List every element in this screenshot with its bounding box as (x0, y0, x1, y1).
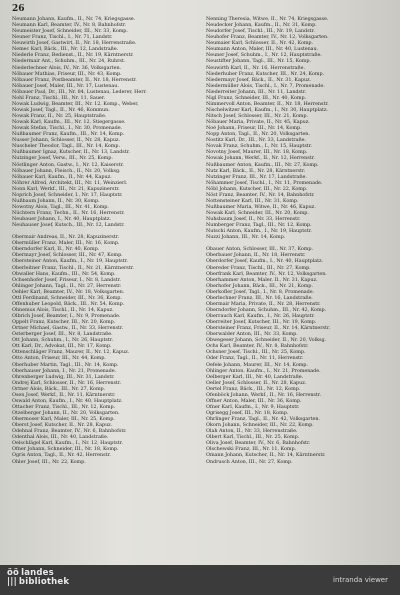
directory-entry: Oberrauch Karl, Kaufm., I., Nr. 26, Hauptstr. (206, 313, 315, 319)
page-number: 26 (12, 4, 25, 14)
directory-entry: Nischelwitzer Karl, Kaufm., I., Nr. 30, Hauptplatz. (206, 106, 328, 113)
directory-entry: Oberhauser Johann, I., Nr. 21, Promenade. (12, 367, 117, 374)
directory-entry: Ondrusch Anton, III., Nr. 27, Komp. (206, 458, 293, 465)
directory-entry: Niederlechner Alois, IV., Nr. 36, Volksgarten. (12, 64, 122, 71)
directory-entry: Nowotny Alois, Tagl., III., Nr. 41, Komp. (12, 203, 109, 210)
directory-entry: Obauer Anton, Schlosser, III., Nr. 37, Komp. (206, 246, 313, 253)
directory-entry: Nußbaumer Maria, Witwe, II., Nr. 46, Kapuz. (206, 203, 316, 210)
library-logo[interactable] (7, 569, 69, 587)
directory-entry: Nenning Theresia, Witwe, II., Nr. 74, Kriegsgasse. (206, 16, 329, 22)
directory-entry: Nüchtern Franz, Techn., II., Nr. 16, Herrenstr. (12, 210, 125, 216)
directory-entry: Nutzinger Franz, III., Nr. 17, Landstraße. (206, 173, 307, 180)
logo-mark-bars: ||| (7, 577, 17, 587)
directory-entry: Oberfrank Karl, Beamter, IV., Nr. 12, Volksgarten. (206, 270, 327, 277)
directory-entry: Oberndorfer Johann, Schuhm., III., Nr. 42, Komp. (206, 306, 327, 313)
directory-entry: Oberhuber Martin, Tagl., III., Nr. 14, Komp. (12, 361, 119, 368)
directory-entry: Offner Anton, Maler, III., Nr. 36, Komp. (206, 397, 302, 404)
directory-entry: Olbrich Josef, Beamter, I., Nr. 9, Promenade. (12, 313, 121, 319)
directory-entry: Neubauer Johann, I., Nr. 40, Hauptplatz. (12, 216, 111, 223)
directory-entry: Odehnal Franz, Beamter, IV., Nr. 6, Bahnhofstr. (12, 428, 127, 435)
directory-entry: Ofner Karl, Kaufm., I., Nr. 9, Hauptstr. (206, 403, 300, 410)
directory-entry: Osterberger Josef, III., Nr. 8, Landstraße. (12, 331, 113, 338)
directory-entry: Nußbaumer Anton, Kaufm., III., Nr. 27, Komp. (206, 161, 319, 168)
directory-entry: Nöbauer Josef, Maler, III., Nr. 17, Lustenau. (12, 82, 119, 89)
directory-entry: Oswald Anton, Kaufm., I., Nr. 40, Hauptplatz. (12, 397, 123, 404)
directory-entry: Nowak Karl, Schneider, III., Nr. 20, Komp. (206, 210, 309, 216)
directory-entry: Obwaller Hans, Kaufm., III., Nr. 54, Komp. (12, 270, 116, 277)
directory-entry: Ott Karl, Dr., Advokat, III., Nr. 17, Komp. (12, 343, 112, 350)
directory-entry: Neumann Anton, Maler, III., Nr. 40, Lustenau. (206, 46, 319, 53)
directory-entry: Nöbauer Franz, Postbeamter, II., Nr. 18, Herrenstr. (12, 76, 137, 83)
directory-entry: Niedermair Ant., Schuhm., III., Nr. 24, Ruhrst. (12, 58, 126, 65)
directory-entry: Neuner Josef, Schuhm., I., Nr. 12, Hauptstraße. (206, 52, 322, 59)
directory-entry: Neuwirth Josef, Gastwirt, II., Nr. 18, Herrenstraße. (12, 40, 137, 47)
directory-entry: Nöbauer Karl, Kaufm., II., Nr. 44, Kapuz. (12, 173, 112, 180)
logo-mark: öö (7, 568, 20, 578)
directory-entry: Oberleitner Franz, Tischl., II., Nr. 21, Kärntnerstr. (12, 264, 134, 271)
directory-entry: Osen Josef, Werkf., II., Nr. 11, Kärntnerstr. (12, 391, 116, 398)
directory-entry: Obermüller Franz, Maler, III., Nr. 16, Komp. (12, 240, 120, 247)
directory-entry: Ofenböck Johann, Werkf., II., Nr. 16, Herrenstr. (206, 391, 322, 398)
directory-entry: Ohler Josef, III., Nr. 22, Komp. (12, 458, 86, 465)
directory-entry: Nutzinger Josef, Verw., III., Nr. 25, Komp. (12, 155, 113, 162)
directory-entry: Ochsenhofer Josef, Friseur, I., Nr. 8, Landstr. (12, 276, 121, 283)
directory-entry: Niederreiter Johann, III., Nr. 11, Landstr. (206, 88, 307, 95)
directory-entry: Oberst Josef, Kutscher, II., Nr. 28, Kapuz. (12, 422, 113, 429)
directory-entry: Nemec Karl, Bäck., III., Nr. 12, Landstraße. (12, 46, 119, 53)
directory-entry: Ogrisegg Josef, III., Nr. 18, Komp. (206, 410, 289, 416)
directory-entry: Obermair Andreas, II., Nr. 28, Kapuzinerstr. (12, 234, 120, 241)
directory-entry: Oberndorfer Karl, II., Nr. 40, Komp. (12, 246, 100, 253)
directory-entry: Ochs Karl, Beamter, IV., Nr. 8, Bahnhofstr. (206, 343, 309, 350)
directory-entry: Oelschlägel Karl, Kaufm., I., Nr. 12, Hauptstr. (12, 440, 123, 447)
directory-entry: Niederle Franz, Bedienst., II., Nr. 19, Kärntnerstr. (12, 52, 134, 59)
directory-entry: Nöhammer Josef, Tischl., I., Nr. 11, Promenade. (206, 179, 323, 186)
directory-entry: Neumann Johann, Kaufm., II., Nr. 74, Kriegsgasse. (12, 16, 136, 22)
directory-entry: Odenthal Alois, III., Nr. 40, Landstraße. (12, 434, 109, 441)
directory-entry: Noé Johann, Friseur, III., Nr. 14, Komp. (206, 125, 302, 132)
directory-entry: Oberreiter Josef, Kutscher, III., Nr. 19, Komp. (206, 319, 317, 326)
left-column (12, 16, 198, 465)
directory-entry: Nußbaum Johann, II., Nr. 30, Komp. (12, 197, 100, 204)
directory-entry: Nimmervoll Anton, Beamter, II., Nr. 18, Herrenstr. (206, 100, 329, 107)
directory-entry: Ott Johann, Schuhm., I., Nr. 26, Hauptstr. (12, 337, 113, 344)
directory-entry: Ondrej Karl, Schlosser, II., Nr. 16, Herrenstr. (12, 379, 122, 386)
directory-entry: Nigl Franz, Schneider, III., Nr. 40, Komp. (206, 94, 307, 101)
directory-entry: Neuner Franz, Tischl., I., Nr. 71, Landstr. (12, 34, 113, 41)
directory-entry: Oefele Johann, Maurer, III., Nr. 14, Komp. (206, 361, 308, 368)
directory-entry: Nöbl Johann, Kutscher, III., Nr. 22, Komp. (206, 185, 308, 192)
directory-entry: Numberger Franz, Tagl., III., Nr. 12, Komp. (206, 222, 312, 229)
directory-entry: Oberhammer Anton, Maler, II., Nr. 31, Kapuz. (206, 276, 318, 283)
directory-entry: Ottenschläger Franz, Maurer, II., Nr. 12, Kapuz. (12, 349, 130, 356)
viewer-label[interactable]: intranda viewer (333, 576, 388, 584)
directory-entry: Ottacher Franz, Tischl., III., Nr. 12, Komp. (12, 403, 116, 410)
directory-entry: Neumeister Josef, Schneider, III., Nr. 33, Komp. (12, 28, 128, 35)
directory-entry: Neudorfer Josef, Tischl., III., Nr. 19, Landstr. (206, 28, 315, 35)
directory-entry: Ohrlinger Franz, Tagl., II., Nr. 42, Volksgarten. (206, 416, 320, 423)
directory-entry: Öhlinger Anton, Kaufm., I., Nr. 21, Promenade. (206, 367, 321, 374)
directory-entry: Nowak Johann, Werkf., II., Nr. 12, Herrenstr. (206, 155, 315, 162)
directory-entry: Oberlechner Franz, III., Nr. 16, Landstraße. (206, 294, 313, 301)
directory-entry: Nostitz Karl, Dr., III., Nr. 33, Landstraße. (206, 137, 306, 144)
directory-entry: Neumaier Karl, Schlosser, II., Nr. 42, Komp. (206, 40, 314, 47)
directory-entry: Nöbauer Mathias, Friseur, III., Nr. 43, Komp. (12, 70, 122, 77)
directory-entry: Obwegeser Johann, Schneider, II., Nr. 20, Volksg. (206, 337, 327, 344)
directory-entry: Omann Johann, Kutscher, II., Nr. 14, Kärntnerstr. (206, 452, 326, 459)
right-column (206, 16, 392, 465)
logo-text-line2: bibliothek (18, 577, 70, 587)
directory-entry: Novotny Josef, Maurer, III., Nr. 18, Komp. (206, 149, 308, 156)
directory-entry: Oehler Karl, Beamter, IV., Nr. 18, Volksgarten. (12, 288, 125, 295)
directory-entry: Nußbaumer Franz, Kaufm., III., Nr. 14, Komp. (12, 131, 125, 138)
directory-entry: Ortner Michael, Gastw., II., Nr. 33, Herrenstr. (12, 325, 124, 332)
directory-entry: Nuzzi Johann, III., Nr. 14, Komp. (206, 234, 286, 241)
directory-entry: Olbert Karl, Tischl., III., Nr. 25, Komp. (206, 434, 300, 441)
directory-entry: Olah Anton, II., Nr. 33, Herrenstraße. (206, 428, 298, 435)
directory-entry: Ohrenberger Ludwig, III., Nr. 31, Landstr. (12, 373, 115, 380)
directory-entry: Obersteiner Franz, Friseur, II., Nr. 14, Kärntnerstr. (206, 325, 331, 332)
directory-entry: Ortner Alois, Bäck., III., Nr. 27, Komp. (12, 385, 106, 392)
directory-entry: Nöbauer Maria, Private, II., Nr. 45, Kapuz. (206, 119, 310, 126)
directory-entry: Ofner Johann, Schneider, III., Nr. 18, Komp. (12, 446, 119, 453)
directory-entry: Nowak Stefan, Tischl., I., Nr. 30, Promenade. (12, 125, 123, 132)
directory-entry: Neuwirth Karl, II., Nr. 16, Herrenstraße. (206, 64, 305, 71)
directory-entry: Neustifter Johann, Tagl., III., Nr. 15, Komp. (206, 58, 311, 65)
directory-entry: Niedermüller Alois, Tischl., I., Nr. 7, Promenade. (206, 82, 325, 89)
directory-entry: Nopp Anton, Tagl., II., Nr. 20, Volksgarten. (206, 131, 310, 138)
directory-entry: Nuhsbaum Josef, II., Nr. 33, Herrenstr. (206, 216, 301, 223)
directory-entry: Nöst Franz, Beamter, IV., Nr. 14, Bahnhofstr. (206, 191, 315, 198)
directory-entry: Öder Franz, Tagl., II., Nr. 11, Herrenstr. (206, 355, 304, 362)
directory-entry: Niederhuber Franz, Kutscher, III., Nr. 24, Komp. (206, 70, 325, 77)
directory-entry: Otzelberger Johann, II., Nr. 20, Volksgarten. (12, 410, 120, 416)
directory-entry: Oeller Josef, Schlosser, II., Nr. 28, Kapuz. (206, 379, 307, 386)
directory-entry: Nowak Josef, Tagl., II., Nr. 46, Kommun. (12, 106, 110, 113)
directory-entry: Neumann Karl, Beamter, IV., Nr. 8, Bahnhofstr. (12, 22, 127, 29)
directory-entry: Oberhofer Johann, Bäck., III., Nr. 21, Komp. (206, 282, 313, 289)
directory-entry: Oberwalder Anton, III., Nr. 33, Komp. (206, 331, 298, 338)
directory-entry: Ochsner Josef, Tischl., III., Nr. 25, Komp. (206, 349, 306, 356)
directory-entry: Ogris Anton, Tagl., II., Nr. 42, Herrenstr. (12, 452, 111, 459)
viewer-footer (0, 565, 400, 595)
directory-entry: Nusser Johann, Schlosser, II., Nr. 28, Kapuz. (12, 137, 120, 144)
directory-entry: Nohl Franz, Tischl., III., Nr. 11, Sauer. (12, 94, 106, 101)
directory-entry: Nöstlinger Anton, Gastw., I., Nr. 12, Kaiserstr. (12, 161, 124, 168)
logo-text-line1: landes (21, 568, 54, 578)
directory-entry: Nowak Franz, II., Nr. 25, Hauptstraße. (12, 113, 107, 119)
directory-entry: Neuhauser Josef, Kutsch., III., Nr. 12, Landstr. (12, 222, 125, 229)
directory-entry: Okorn Johann, Schneider, III., Nr. 22, Komp. (206, 422, 314, 429)
directory-entry: Oliva Josef, Beamter, IV., Nr. 6, Bahnhofstr. (206, 440, 311, 447)
directory-entry: Obermayr Josef, Schlosser, III., Nr. 47, Komp. (12, 252, 123, 259)
directory-entry: Öttl Ferdinand, Schneider, III., Nr. 36, Komp. (12, 294, 122, 301)
directory-entry: Obermoser Karl, Maler, III., Nr. 25, Komp. (12, 416, 115, 423)
directory-entry: Obermair Maria, Private, II., Nr. 28, Herrenstr. (206, 300, 321, 307)
directory-entry: Niedermayr Josef, Bäck., II., Nr. 31, Kapuz. (206, 76, 312, 83)
directory-entry: Nuscheler Theodor, Tagl., III., Nr. 14, Komp. (12, 143, 120, 150)
directory-entry: Nowak Ludwig, Beamter, III., Nr. 12, Komp., Weber, (12, 100, 139, 107)
directory-entry: Öhlinger Johann, Tagl., II., Nr. 27, Herrenstr. (12, 282, 122, 289)
directory-entry: Oberdorfer Josef, Kaufm., I., Nr. 40, Hauptplatz. (206, 258, 324, 265)
directory-entry: Nowak Karl, Kaufm., III., Nr. 12, Stiegergasse. (12, 119, 126, 126)
directory-entry: Nitsch Josef, Schlosser, III., Nr. 21, Komp. (206, 113, 308, 119)
directory-entry: Nonn Karl, Werkf., III., Nr. 21, Kapuzinerstr. (12, 185, 120, 192)
directory-entry: Novak Franz, Schuhm., I., Nr. 15, Hauptstr. (206, 143, 312, 150)
directory-entry: Neudecker Johann, Kaufm., II., Nr. 31, Komp. (206, 22, 317, 29)
directory-entry: Nutschi Anton, Kaufm., I., Nr. 19, Hauptstr. (206, 228, 312, 235)
directory-entry: Nutz Karl, Bäck., II., Nr. 28, Kärntnerstr. (206, 167, 306, 174)
directory-entry: Olschewski Franz, III., Nr. 11, Komp. (206, 446, 297, 453)
directory-entry: Noprich Josef, Schneider, I., Nr. 17, Hauptstr. (12, 191, 123, 198)
directory-entry: Nöbauer Johann, Fleisch., II., Nr. 20, Volksg. (12, 167, 121, 174)
directory-entry: Otto Anton, Friseur, III., Nr. 44, Komp. (12, 355, 106, 362)
directory-entry: Ohnemus Alois, Tischl., II., Nr. 14, Kapuz. (12, 306, 114, 313)
directory-entry: Neuhofer Franz, Beamter, IV., Nr. 12, Volksgarten. (206, 34, 329, 41)
directory-entry: Nußbaumer Ignaz, Kutscher, II., Nr. 13, Landstr. (12, 149, 130, 156)
directory-entry: Oelberger Karl, III., Nr. 40, Landstraße. (206, 373, 304, 380)
directory-entry: Oberkofler Josef, Tagl., I., Nr. 8, Promenade. (206, 288, 315, 295)
directory-entry: Obersteiner Anton, Kaufm., I., Nr. 19, Hauptstr. (12, 258, 128, 265)
directory-entry: Offenhuber Leopold, Bäck., III., Nr. 54, Komp. (12, 300, 125, 307)
directory-entry: Oberbauer Johann, II., Nr. 18, Herrenstr. (206, 252, 306, 259)
directory-entry: Nottensteiner Karl, III., Nr. 31, Komp. (206, 197, 299, 204)
directory-entry: Nöhrer Alfred, Architekt, III., Nr. 11, Weinzierl. (12, 179, 128, 186)
directory-entry: Oppelt Franz, Kutscher, III., Nr. 20, Komp. (12, 319, 116, 326)
directory-entry: Obereder Franz, Tischl., III., Nr. 27, Komp. (206, 264, 311, 271)
directory-entry: Nöbauer Paul, Dr., III., Nr. 84, Lustenau, Lederer, Herr. (12, 88, 147, 95)
directory-entry: Oertel Franz, Bäck., III., Nr. 12, Komp. (206, 385, 301, 392)
